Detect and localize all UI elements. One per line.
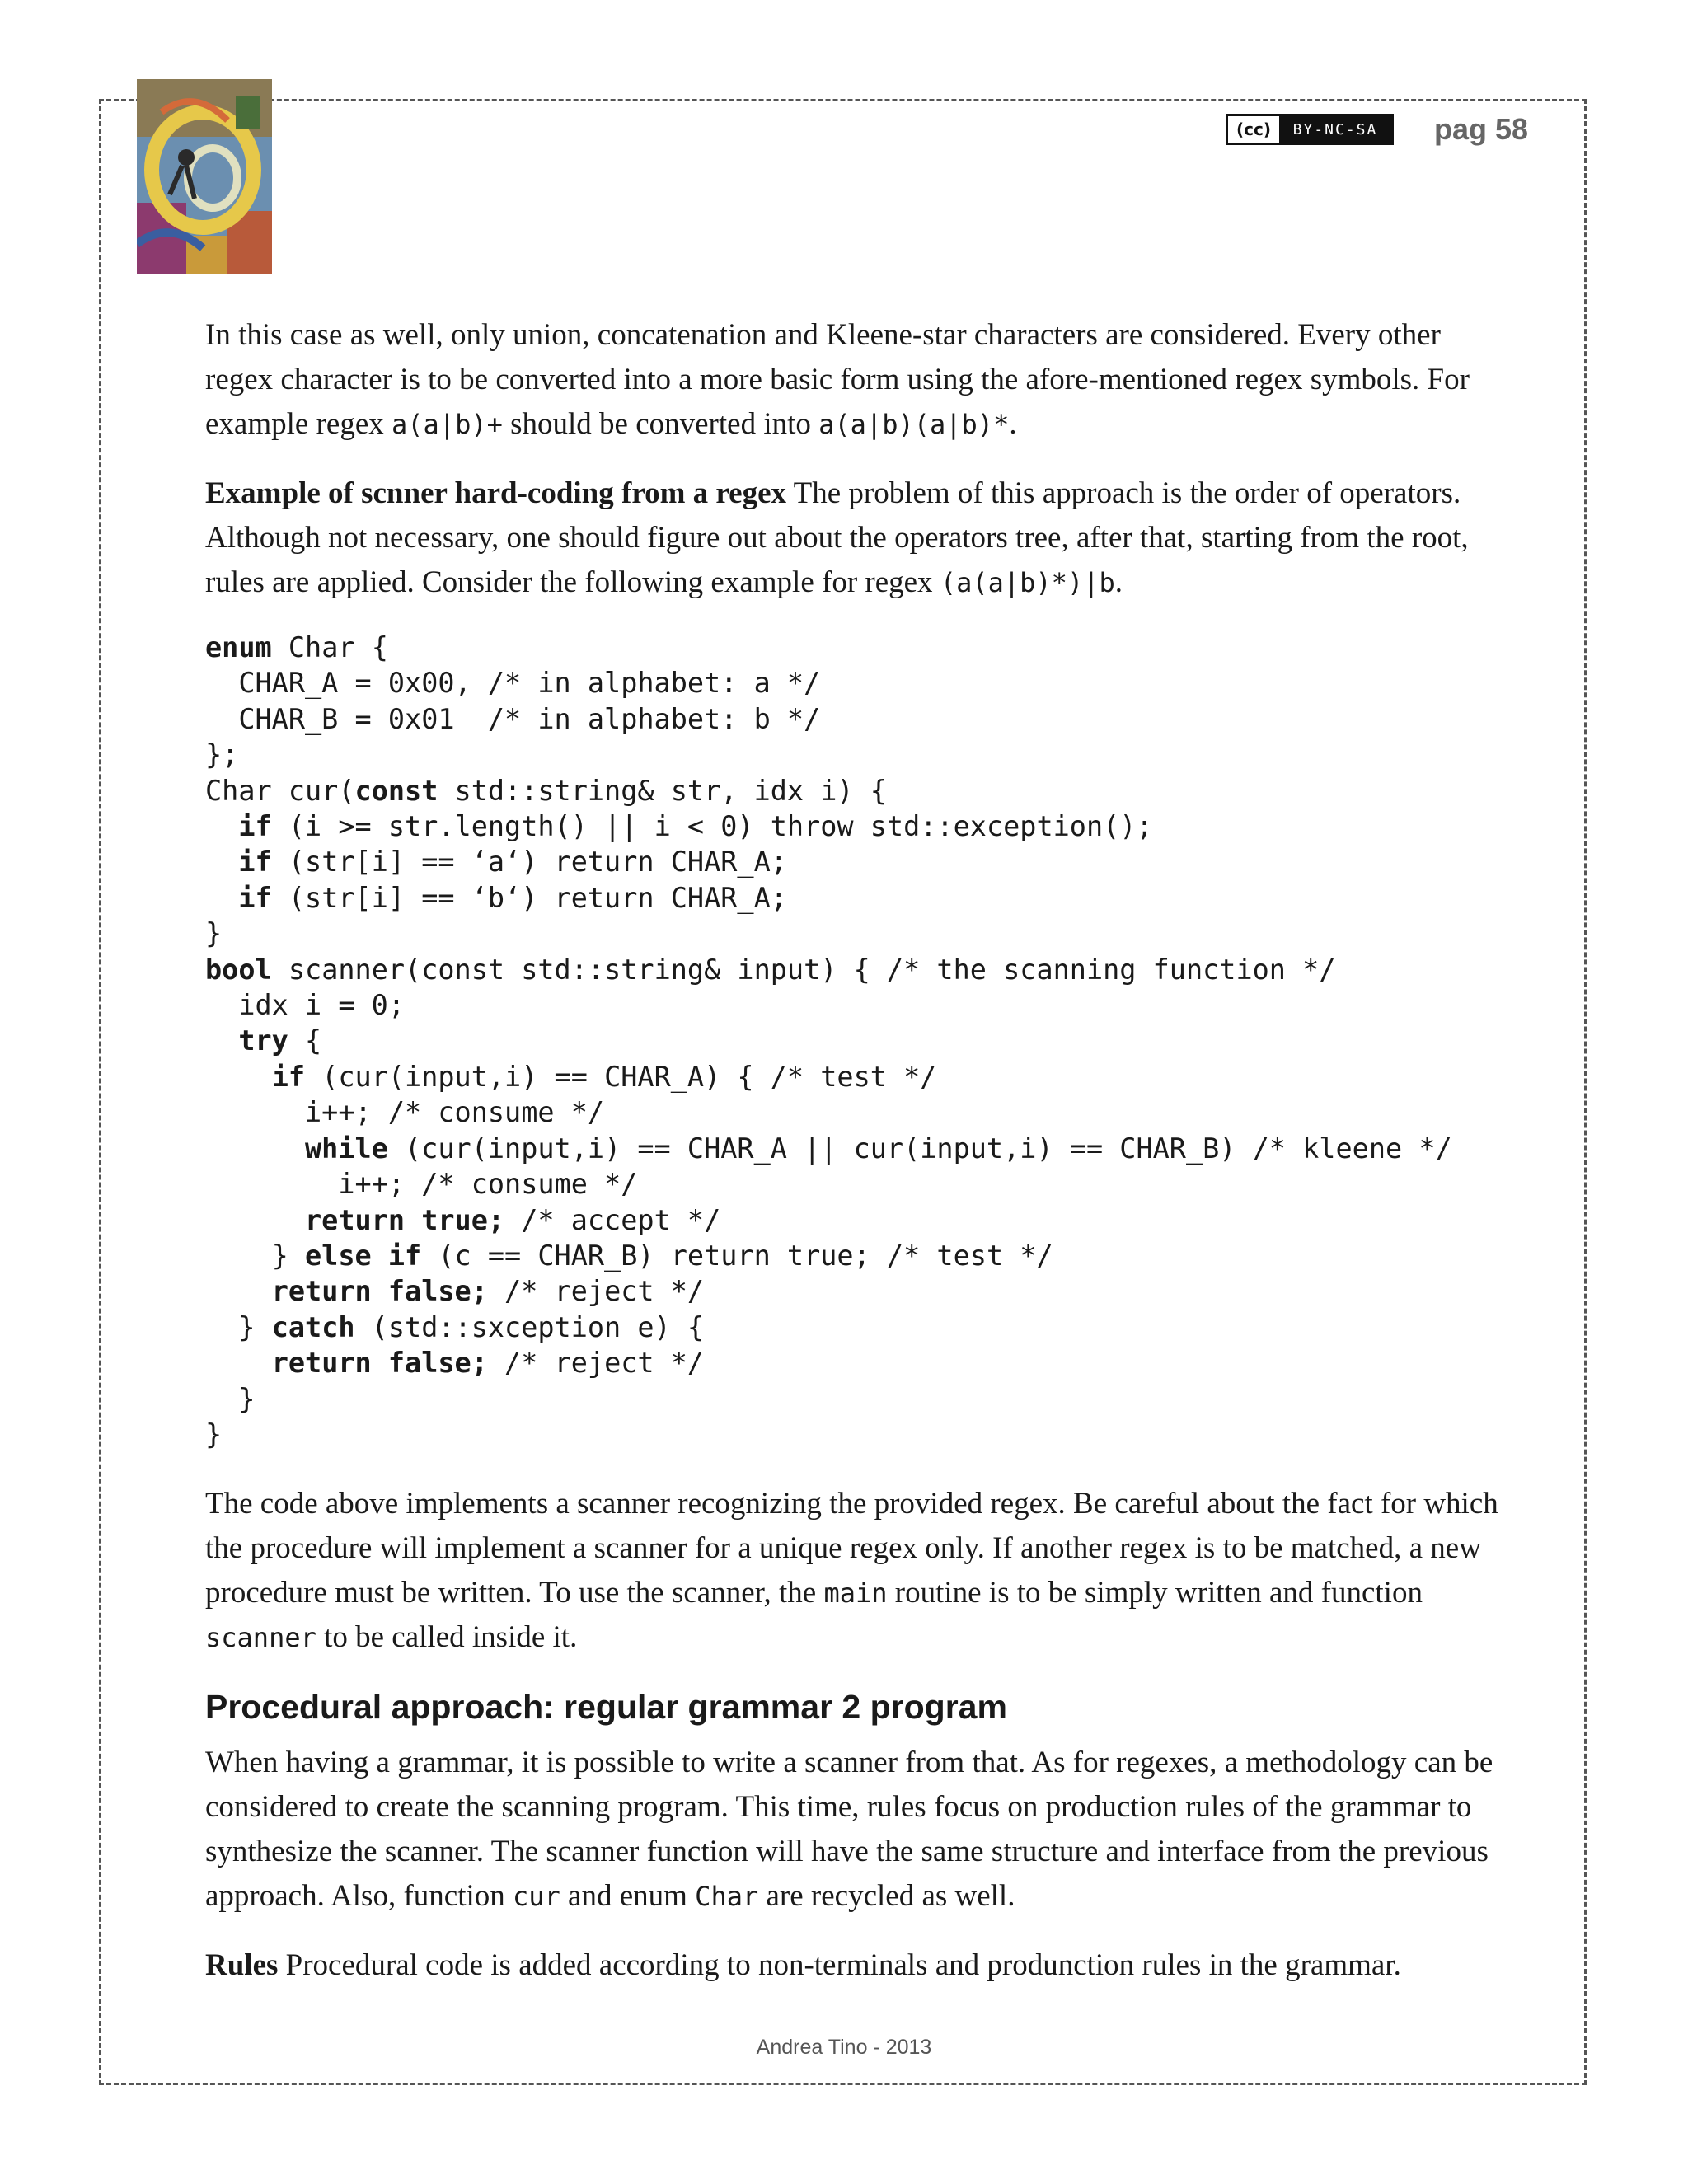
code-line: }	[205, 917, 223, 950]
paragraph-4: When having a grammar, it is possible to write a scanner from that. As for regexes, a methodology can be considered to create the scanning program. This time, rules focus on production rules of the grammar to synthesize the scanner. The scanner function will have the same structure and interface from the previous approach. Also, function cur and enum Char are recycled as well.	[205, 1746, 1493, 1914]
code-keyword: if	[238, 881, 272, 914]
page-number: pag 58	[1434, 112, 1529, 146]
code-line: return false; /* reject */	[271, 1275, 705, 1308]
code-line: i++; /* consume */	[205, 1096, 605, 1129]
code-line: return true; /* accept */	[305, 1203, 721, 1236]
code-line: if (str[i] == ‘a‘) return CHAR_A;	[238, 846, 787, 879]
paragraph-3: The code above implements a scanner recognizing the provided regex. Be careful about the fact for which the procedure will implement a scanner for a unique regex only. If another regex is to be matched, a new procedure must be written. To use the scanner, the main routine is to be simply written and function scanner to be called inside it.	[205, 1487, 1498, 1655]
code-keyword: try	[238, 1024, 288, 1057]
code-line: }	[205, 1382, 256, 1415]
code-line: if (str[i] == ‘b‘) return CHAR_A;	[238, 881, 787, 914]
code-line: Char cur(const std::string& str, idx i) {	[205, 774, 887, 807]
code-line: };	[205, 738, 239, 771]
paragraph-lead: Example of scnner hard-coding from a regex	[205, 476, 787, 510]
code-line: return false; /* reject */	[271, 1347, 705, 1380]
code-listing	[205, 630, 1507, 1452]
code-keyword: return false;	[271, 1347, 488, 1380]
paragraph-5: Rules Procedural code is added according to non-terminals and produnction rules in the grammar.	[205, 1948, 1401, 1983]
code-keyword: return false;	[271, 1275, 488, 1308]
paragraph-lead: Rules	[205, 1948, 279, 1983]
code-keyword: else if	[305, 1239, 422, 1272]
code-keyword: if	[271, 1060, 306, 1093]
code-line: CHAR_B = 0x01 /* in alphabet: b */	[205, 702, 821, 735]
code-line: } catch (std::sxception e) {	[205, 1310, 705, 1343]
code-keyword: if	[238, 810, 272, 843]
paragraph-1: In this case as well, only union, concatenation and Kleene-star characters are considered. Every other regex character is to be converted into a more basic form using the afore-mentioned regex symbols. For example regex a(a|b)+ should be converted into a(a|b)(a|b)*.	[205, 318, 1470, 441]
code-keyword: const	[354, 774, 438, 807]
code-keyword: bool	[205, 953, 272, 986]
cc-license-badge	[1226, 114, 1394, 145]
code-line: i++; /* consume */	[205, 1168, 638, 1201]
code-line: }	[205, 1418, 223, 1451]
book-cover-thumbnail	[137, 79, 272, 274]
footer-author: Andrea Tino - 2013	[756, 2036, 932, 2059]
code-line: while (cur(input,i) == CHAR_A || cur(input,i) == CHAR_B) /* kleene */	[305, 1132, 1452, 1165]
code-keyword: catch	[271, 1310, 355, 1343]
code-line: CHAR_A = 0x00, /* in alphabet: a */	[205, 667, 821, 700]
code-line: if (i >= str.length() || i < 0) throw std::exception();	[238, 810, 1153, 843]
cc-icon: (cc)	[1228, 116, 1279, 143]
code-line: try {	[238, 1024, 322, 1057]
code-line: } else if (c == CHAR_B) return true; /* test */	[205, 1239, 1053, 1272]
section-heading: Procedural approach: regular grammar 2 program	[205, 1688, 1007, 1727]
code-line: enum Char {	[205, 631, 388, 663]
paragraph-2: Example of scnner hard-coding from a regex The problem of this approach is the order of operators. Although not necessary, one should figure out about the operators tree, after that, starting from the root, rules are applied. Consider the following example for regex (a(a|b)*)|b.	[205, 476, 1469, 599]
code-keyword: return true;	[305, 1203, 505, 1236]
license-terms: BY-NC-SA	[1292, 120, 1378, 138]
code-line: idx i = 0;	[205, 989, 406, 1022]
code-line: if (cur(input,i) == CHAR_A) { /* test */	[271, 1060, 937, 1093]
code-line: bool scanner(const std::string& input) { /* the scanning function */	[205, 953, 1336, 986]
page-body	[205, 313, 1507, 2013]
code-keyword: if	[238, 846, 272, 879]
code-keyword: while	[305, 1132, 388, 1165]
code-keyword: enum	[205, 631, 272, 663]
